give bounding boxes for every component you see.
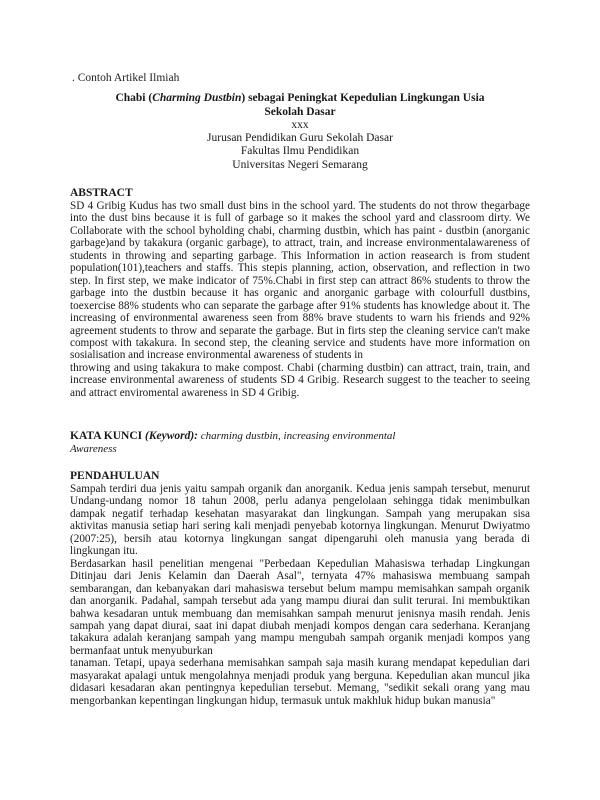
paper-title xyxy=(70,91,530,119)
abstract-body: SD 4 Gribig Kudus has two small dust bins in the school yard. The students do not throw thegarbage into the dust bins because it is full of garbage so it makes the school yard and classroom dirty. We Collaborate with the school byholding chabi, charming dustbin, which has paint - dustbin (anorganic garbage)and by takakura (organic garbage), to attract, train, and increase environmentalawareness of students in throwing and separting garbage. This Information in action reasearch is from student population(101),teachers and staffs. This stepis planning, action, observation, and reflection in two step. In first step, we make indicator of 75%.Chabi in first step can attract 86% students to throw the garbage into the dustbin because it has organic and anorganic garbage with colourfull dustbins, toexercise 88% students who can separate the garbage after 91% students has knowledge about it. The increasing of environmental awareness seen from 88% brave students to warn his friends and 92% agreement students to throw and separate the garbage. But in firts step the cleaning service can't make compost with takakura. In second step, the cleaning service and students have more information on sosialisation and increase environmental awareness of students in xyxy=(70,200,530,362)
keywords-label-italic: (Keyword): xyxy=(144,430,198,442)
abstract-body-continued: throwing and using takakura to make compost. Chabi (charming dustbin) can attract, train, train, and increase environmental awareness of students SD 4 Gribig. Research suggest to the teacher to seeing and attract enviromental awareness in SD 4 Gribig. xyxy=(70,361,530,399)
keywords-text-line2: Awareness xyxy=(70,443,117,455)
keywords-label: KATA KUNCI (Keyword): xyxy=(70,430,198,442)
title-italic: Charming Dustbin xyxy=(152,92,242,104)
keywords-text: charming dustbin, increasing environmental xyxy=(198,430,396,442)
keywords-section xyxy=(70,428,530,456)
title-pre: Chabi ( xyxy=(115,92,153,104)
paper-header xyxy=(70,91,530,172)
title-line2: Sekolah Dasar xyxy=(264,106,336,118)
title-post: ) sebagai Peningkat Kepedulian Lingkungan Usia xyxy=(241,92,485,104)
intro-paragraph-2: Berdasarkan hasil penelitian mengenai "Perbedaan Kepedulian Mahasiswa terhadap Lingkungan Ditinjau dari Jenis Kelamin dan Daerah Asal", ternyata 47% mahasiswa membuang sampah sembarangan, dan kebanyakan dari mahasiswa tersebut belum mampu memisahkan sampah organik dan anorganik. Padahal, sampah tersebut ada yang mampu diurai dan sulit terurai. Ini membuktikan bahwa kesadaran untuk membuang dan memisahkan sampah menurut jenisnya masih rendah. Jenis sampah yang dapat diurai, saat ini dapat diubah menjadi kompos dengan cara sederhana. Keranjang takakura adalah keranjang sampah yang mampu mengubah sampah organik menjadi kompos yang bermanfaat untuk menyuburkan xyxy=(70,557,530,657)
abstract-section xyxy=(70,187,530,399)
affiliation-department: Jurusan Pendidikan Guru Sekolah Dasar xyxy=(207,132,393,145)
abstract-heading: ABSTRACT xyxy=(70,187,133,199)
author: xxx xyxy=(291,119,309,131)
affiliation-faculty: Fakultas Ilmu Pendidikan xyxy=(240,145,360,158)
intro-paragraph-1: Sampah terdiri dua jenis yaitu sampah organik dan anorganik. Kedua jenis sampah tersebut, menurut Undang-undang nomor 18 tahun 2008, perlu adanya pengelolaan sehingga tidak menimbulkan dampak negatif terhadap kesehatan masyarakat dan lingkungan. Sampah yang merupakan sisa aktivitas manusia setiap hari sering kali menjadi penyebab kotornya lingkungan. Menurut Dwiyatmo (2007:25), bersih atau kotornya lingkungan sangat dipengaruhi oleh manusia yang berada di lingkungan itu. xyxy=(70,483,530,558)
intro-paragraph-3: tanaman. Tetapi, upaya sederhana memisahkan sampah saja masih kurang mendapat kepedulian dari masyarakat apalagi untuk mengolahnya menjadi produk yang berguna. Kepedulian akan muncul jika didasari kesadaran akan pentingnya kepedulian tersebut. Memang, "sedikit sekali orang yang mau mengorbankan kepentingan lingkungan hidup, termasuk untuk makhluk hidup bukan manusia" xyxy=(70,657,530,707)
introduction-heading: PENDAHULUAN xyxy=(70,470,160,482)
introduction-section xyxy=(70,470,530,707)
document-caption: . Contoh Artikel Ilmiah xyxy=(72,72,180,84)
affiliation-university: Universitas Negeri Semarang xyxy=(232,158,368,171)
